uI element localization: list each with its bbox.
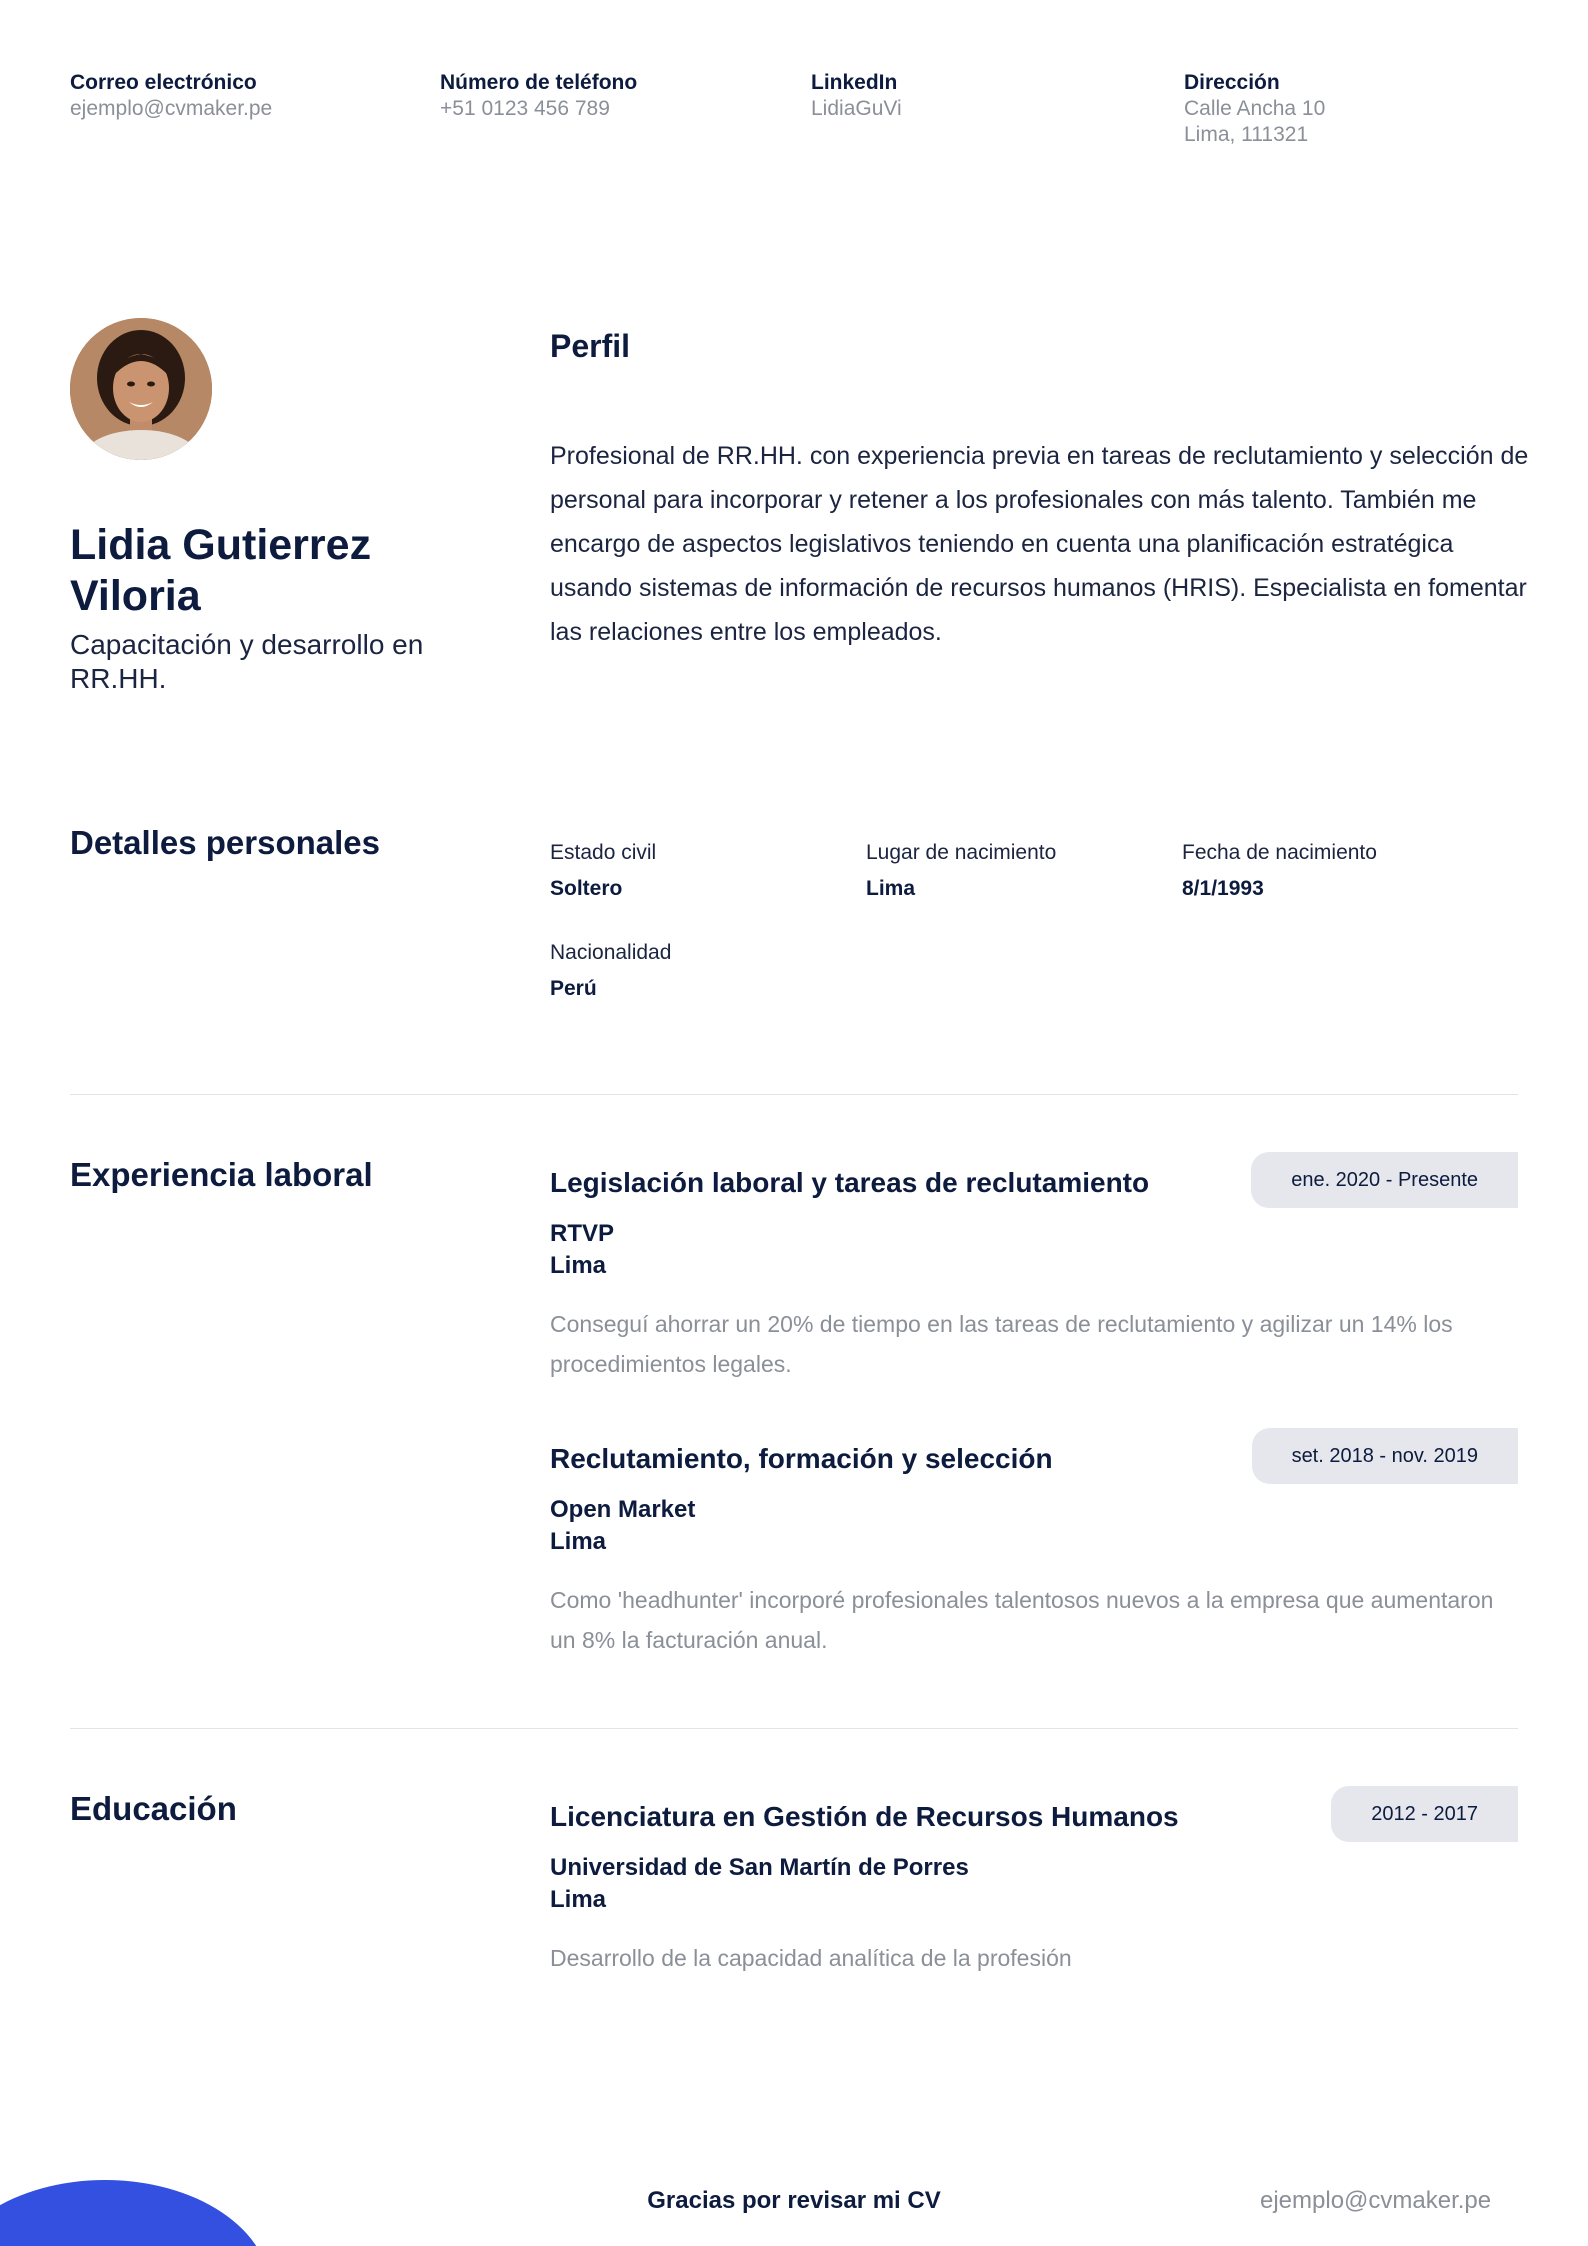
contact-linkedin-label: LinkedIn <box>811 71 898 94</box>
personal-details-heading: Detalles personales <box>70 824 380 861</box>
personal-detail-value: Lima <box>866 877 916 900</box>
contact-linkedin <box>811 70 1151 122</box>
profile-heading: Perfil <box>550 328 631 364</box>
contact-address <box>1184 70 1524 148</box>
personal-detail-value: Perú <box>550 977 597 1000</box>
personal-detail-value: 8/1/1993 <box>1182 877 1264 900</box>
contact-bar <box>70 70 1520 160</box>
contact-email-label: Correo electrónico <box>70 71 257 94</box>
experience-title: Legislación laboral y tareas de reclutamiento <box>550 1167 1150 1198</box>
education-heading: Educación <box>70 1790 237 1827</box>
person-title: Capacitación y desarrollo en RR.HH. <box>70 629 424 694</box>
contact-email-value[interactable]: ejemplo@cvmaker.pe <box>70 97 273 120</box>
education-city: Lima <box>550 1886 607 1913</box>
education-description: Desarrollo de la capacidad analítica de la profesión <box>550 1945 1072 1971</box>
footer-email[interactable]: ejemplo@cvmaker.pe <box>1260 2187 1492 2214</box>
contact-linkedin-value[interactable]: LidiaGuVi <box>811 97 902 120</box>
contact-phone-value[interactable]: +51 0123 456 789 <box>440 97 610 120</box>
personal-detail-item <box>1182 840 1482 902</box>
contact-address-line1: Calle Ancha 10 <box>1184 97 1326 120</box>
experience-company: RTVP <box>550 1220 615 1247</box>
personal-detail-value: Soltero <box>550 877 623 900</box>
avatar <box>70 318 212 460</box>
personal-detail-label: Lugar de nacimiento <box>866 841 1057 864</box>
personal-detail-label: Nacionalidad <box>550 941 672 964</box>
personal-detail-label: Estado civil <box>550 841 657 864</box>
experience-description: Como 'headhunter' incorporé profesionales talentosos nuevos a la empresa que aumentaron un 8% la facturación anual. <box>550 1587 1494 1653</box>
education-school: Universidad de San Martín de Porres <box>550 1854 969 1881</box>
date-badge: 2012 - 2017 <box>1331 1786 1518 1842</box>
personal-detail-item <box>550 940 850 1002</box>
footer-thanks: Gracias por revisar mi CV <box>647 2187 941 2214</box>
person-name: Lidia Gutierrez Viloria <box>70 521 372 620</box>
avatar-photo <box>70 318 212 460</box>
contact-email <box>70 70 410 122</box>
contact-address-label: Dirección <box>1184 71 1280 94</box>
contact-address-line2: Lima, 111321 <box>1184 123 1309 146</box>
section-divider <box>70 1094 1518 1095</box>
education-title: Licenciatura en Gestión de Recursos Humanos <box>550 1801 1179 1832</box>
personal-detail-item <box>866 840 1166 902</box>
contact-phone <box>440 70 780 122</box>
profile-text: Profesional de RR.HH. con experiencia previa en tareas de reclutamiento y selección de personal para incorporar y retener a los profesionales con más talento. También me encargo de aspectos legislativos teniendo en cuenta una planificación estratégica usando sistemas de información de recursos humanos (HRIS). Especialista en fomentar las relaciones entre los empleados. <box>550 442 1529 646</box>
section-divider <box>70 1728 1518 1729</box>
experience-description: Conseguí ahorrar un 20% de tiempo en las tareas de reclutamiento y agilizar un 14% los procedimientos legales. <box>550 1311 1453 1377</box>
experience-city: Lima <box>550 1528 607 1555</box>
experience-heading: Experiencia laboral <box>70 1156 373 1193</box>
personal-detail-label: Fecha de nacimiento <box>1182 841 1377 864</box>
experience-company: Open Market <box>550 1496 696 1523</box>
experience-title: Reclutamiento, formación y selección <box>550 1443 1053 1474</box>
date-badge: set. 2018 - nov. 2019 <box>1252 1428 1518 1484</box>
contact-phone-label: Número de teléfono <box>440 71 638 94</box>
personal-detail-item <box>550 840 850 902</box>
experience-city: Lima <box>550 1252 607 1279</box>
date-badge: ene. 2020 - Presente <box>1251 1152 1518 1208</box>
